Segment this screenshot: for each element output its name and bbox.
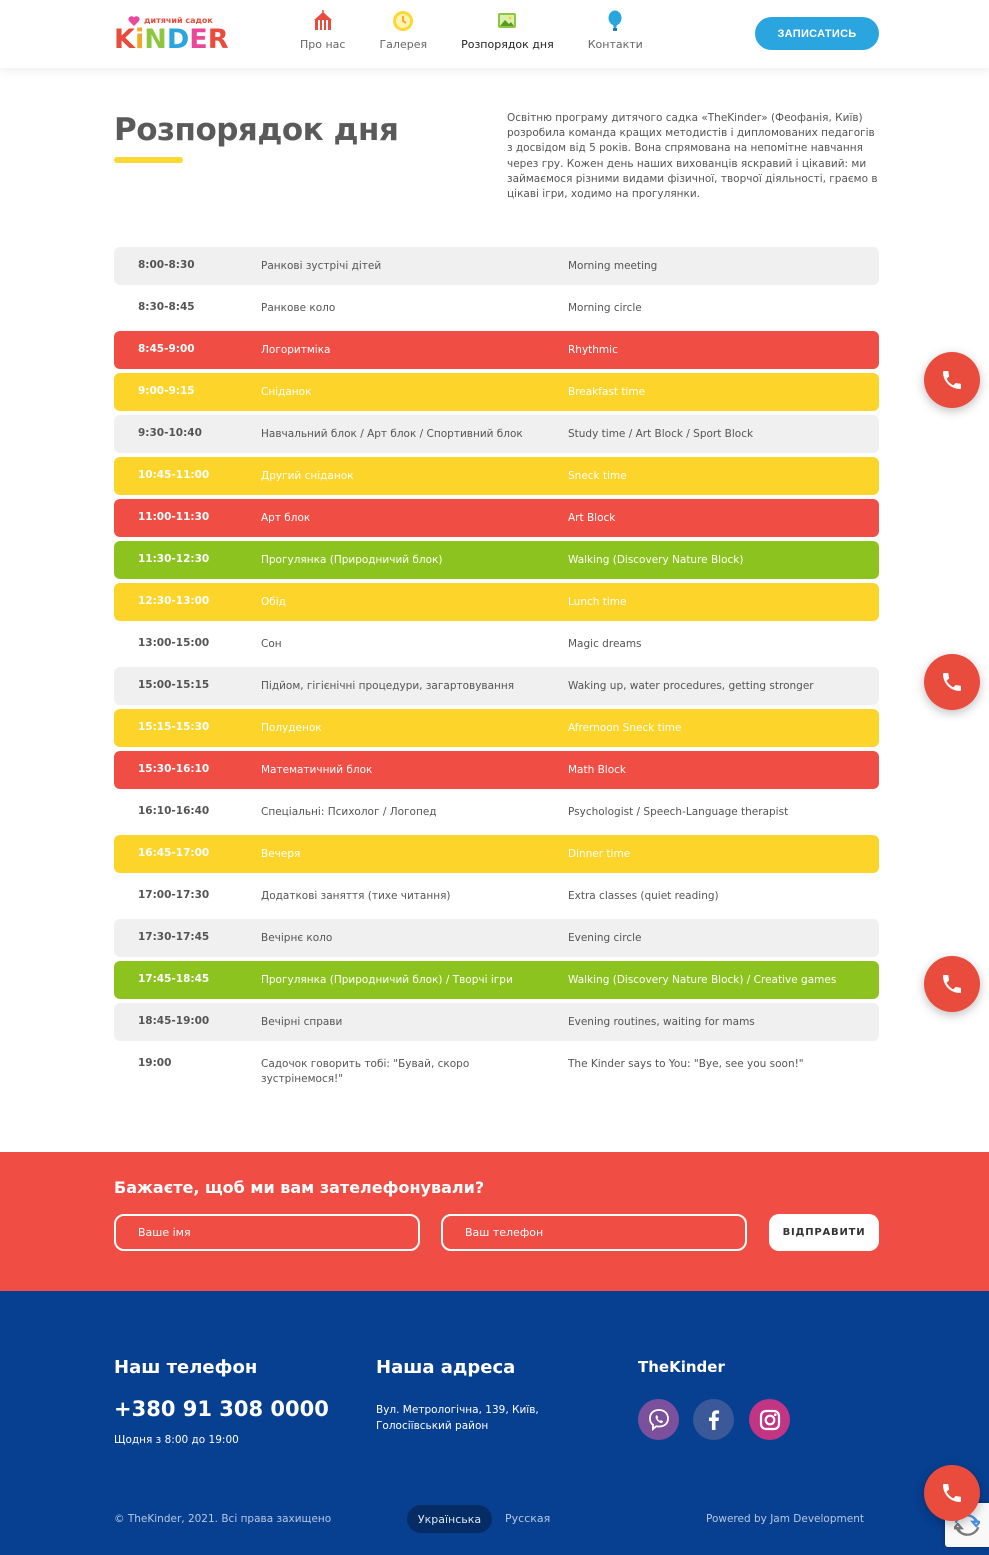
schedule-time: 17:00-17:30 <box>138 889 210 901</box>
lang-russian[interactable]: Русская <box>505 1512 551 1525</box>
schedule-activity-ua: Прогулянка (Природничий блок) <box>261 554 443 566</box>
schedule-row <box>114 1045 879 1097</box>
schedule-row <box>114 457 879 495</box>
copyright: © TheKinder, 2021. Всі права захищено <box>114 1513 332 1525</box>
page-title: Розпорядок дня <box>114 112 399 148</box>
footer-phone[interactable]: +380 91 308 0000 <box>114 1397 329 1421</box>
lang-ukrainian[interactable]: Українська <box>407 1505 492 1533</box>
schedule-row <box>114 919 879 957</box>
schedule-activity-en: Walking (Discovery Nature Block) <box>568 554 744 566</box>
schedule-time: 16:10-16:40 <box>138 805 210 817</box>
schedule-row <box>114 625 879 663</box>
schedule-time: 16:45-17:00 <box>138 847 210 859</box>
facebook-link[interactable] <box>693 1399 734 1440</box>
main-nav <box>300 10 677 60</box>
call-button[interactable] <box>924 654 980 710</box>
schedule-time: 10:45-11:00 <box>138 469 210 481</box>
schedule-row <box>114 247 879 285</box>
viber-icon <box>646 1407 672 1433</box>
schedule-row <box>114 583 879 621</box>
viber-link[interactable] <box>638 1399 679 1440</box>
schedule-activity-en: Lunch time <box>568 596 627 608</box>
schedule-activity-en: Dinner time <box>568 848 631 860</box>
schedule-time: 11:00-11:30 <box>138 511 210 523</box>
circus-tent-icon <box>312 10 334 32</box>
schedule-activity-ua: Полуденок <box>261 722 322 734</box>
schedule-activity-ua: Вечірні справи <box>261 1016 343 1028</box>
schedule-row <box>114 415 879 453</box>
schedule-time: 15:30-16:10 <box>138 763 210 775</box>
schedule-time: 12:30-13:00 <box>138 595 210 607</box>
schedule-row <box>114 667 879 705</box>
schedule-activity-ua: Навчальний блок / Арт блок / Спортивний блок <box>261 428 523 440</box>
footer-address: Вул. Метрологічна, 139, Київ, Голосіївський район <box>376 1404 539 1432</box>
schedule-time: 9:00-9:15 <box>138 385 195 397</box>
schedule-activity-en: Breakfast time <box>568 386 646 398</box>
phone-input[interactable] <box>441 1214 747 1251</box>
site-footer <box>0 1291 989 1555</box>
callback-title: Бажаєте, щоб ми вам зателефонували? <box>114 1178 485 1197</box>
clock-icon <box>392 10 414 32</box>
schedule-row <box>114 331 879 369</box>
instagram-icon <box>757 1407 783 1433</box>
schedule-activity-ua: Садочок говорить тобі: "Бувай, скоро зустрінемося!" <box>261 1058 470 1085</box>
schedule-row <box>114 1003 879 1041</box>
schedule-activity-en: Sneck time <box>568 470 627 482</box>
footer-brand: TheKinder <box>638 1358 725 1376</box>
schedule-activity-en: Study time / Art Block / Sport Block <box>568 428 754 440</box>
schedule-row <box>114 541 879 579</box>
schedule-activity-ua: Другий сніданок <box>261 470 354 482</box>
callback-section <box>0 1152 989 1291</box>
schedule-activity-ua: Сніданок <box>261 386 312 398</box>
schedule-activity-ua: Ранкове коло <box>261 302 336 314</box>
phone-icon <box>940 368 964 392</box>
phone-icon <box>940 972 964 996</box>
schedule-time: 18:45-19:00 <box>138 1015 210 1027</box>
schedule-time: 13:00-15:00 <box>138 637 210 649</box>
schedule-activity-en: Morning meeting <box>568 260 658 272</box>
title-underline <box>114 157 183 163</box>
schedule-activity-ua: Спеціальні: Психолог / Логопед <box>261 806 437 818</box>
schedule-table <box>114 247 879 1101</box>
schedule-time: 9:30-10:40 <box>138 427 202 439</box>
balloon-icon <box>604 10 626 32</box>
schedule-time: 8:45-9:00 <box>138 343 195 355</box>
schedule-activity-en: The Kinder says to You: "Bye, see you soon!" <box>568 1058 804 1070</box>
instagram-link[interactable] <box>749 1399 790 1440</box>
schedule-activity-en: Extra classes (quiet reading) <box>568 890 719 902</box>
powered-by[interactable]: Powered by Jam Development <box>706 1513 864 1525</box>
logo-wordmark: KiNDER <box>114 24 229 55</box>
schedule-time: 15:00-15:15 <box>138 679 210 691</box>
name-input[interactable] <box>114 1214 420 1251</box>
phone-heading: Наш телефон <box>114 1357 258 1378</box>
logo-subtitle: дитячий садок <box>144 16 213 25</box>
schedule-activity-ua: Ранкові зустрічі дітей <box>261 260 382 272</box>
nav-item-schedule[interactable]: Розпорядок дня <box>461 10 554 60</box>
address-heading: Наша адреса <box>376 1357 516 1378</box>
nav-item-contacts[interactable]: Контакти <box>588 10 643 60</box>
schedule-activity-en: Art Block <box>568 512 616 524</box>
schedule-time: 11:30-12:30 <box>138 553 210 565</box>
schedule-time: 17:30-17:45 <box>138 931 210 943</box>
schedule-activity-en: Morning circle <box>568 302 642 314</box>
signup-button[interactable]: ЗАПИСАТИСЬ <box>755 17 879 50</box>
site-header <box>0 0 989 68</box>
schedule-activity-ua: Логоритміка <box>261 344 331 356</box>
schedule-activity-ua: Математичний блок <box>261 764 373 776</box>
schedule-activity-en: Math Block <box>568 764 627 776</box>
call-button[interactable] <box>924 1465 980 1521</box>
schedule-time: 19:00 <box>138 1057 172 1069</box>
schedule-row <box>114 877 879 915</box>
schedule-activity-en: Rhythmic <box>568 344 618 356</box>
schedule-row <box>114 835 879 873</box>
submit-button[interactable]: ВІДПРАВИТИ <box>769 1214 879 1251</box>
schedule-activity-ua: Арт блок <box>261 512 311 524</box>
phone-icon <box>940 1481 964 1505</box>
schedule-activity-en: Afrernoon Sneck time <box>568 722 682 734</box>
schedule-activity-ua: Додаткові заняття (тихе читання) <box>261 890 451 902</box>
call-button[interactable] <box>924 352 980 408</box>
schedule-activity-en: Walking (Discovery Nature Block) / Creative games <box>568 974 837 986</box>
schedule-row <box>114 709 879 747</box>
nav-item-gallery[interactable]: Галерея <box>379 10 427 60</box>
nav-item-about[interactable]: Про нас <box>300 10 345 60</box>
schedule-activity-en: Magic dreams <box>568 638 642 650</box>
phone-icon <box>940 670 964 694</box>
schedule-time: 17:45-18:45 <box>138 973 210 985</box>
schedule-activity-en: Evening routines, waiting for mams <box>568 1016 755 1028</box>
logo[interactable] <box>114 16 229 56</box>
schedule-activity-ua: Вечірнє коло <box>261 932 333 944</box>
schedule-time: 8:00-8:30 <box>138 259 195 271</box>
schedule-row <box>114 373 879 411</box>
schedule-time: 8:30-8:45 <box>138 301 195 313</box>
schedule-row <box>114 793 879 831</box>
schedule-activity-ua: Сон <box>261 638 282 650</box>
intro-text: Освітню програму дитячого садка «TheKinder» (Феофанія, Київ) розробила команда кращих методистів і дипломованих педагогів з досвідом від 5 років. Вона спрямована на непомітне навчання через гру. Кожен день наших вихованців яскравий і цікавий: ми займаємося різними видами фізичної, творчої діяльності, граємо в цікаві ігри, ходимо на прогулянки. <box>507 112 878 201</box>
schedule-activity-en: Psychologist / Speech-Language therapist <box>568 806 789 818</box>
call-button[interactable] <box>924 956 980 1012</box>
picture-icon <box>496 10 518 32</box>
schedule-activity-ua: Прогулянка (Природничий блок) / Творчі ігри <box>261 974 513 986</box>
schedule-row <box>114 961 879 999</box>
schedule-activity-en: Evening circle <box>568 932 642 944</box>
working-hours: Щодня з 8:00 до 19:00 <box>114 1434 239 1446</box>
schedule-activity-ua: Підйом, гігієнічні процедури, загартовування <box>261 680 515 692</box>
schedule-time: 15:15-15:30 <box>138 721 210 733</box>
schedule-row <box>114 499 879 537</box>
schedule-activity-ua: Обід <box>261 596 286 608</box>
schedule-row <box>114 289 879 327</box>
schedule-activity-en: Waking up, water procedures, getting stronger <box>568 680 814 692</box>
schedule-row <box>114 751 879 789</box>
schedule-activity-ua: Вечеря <box>261 848 301 860</box>
facebook-icon <box>701 1407 727 1433</box>
